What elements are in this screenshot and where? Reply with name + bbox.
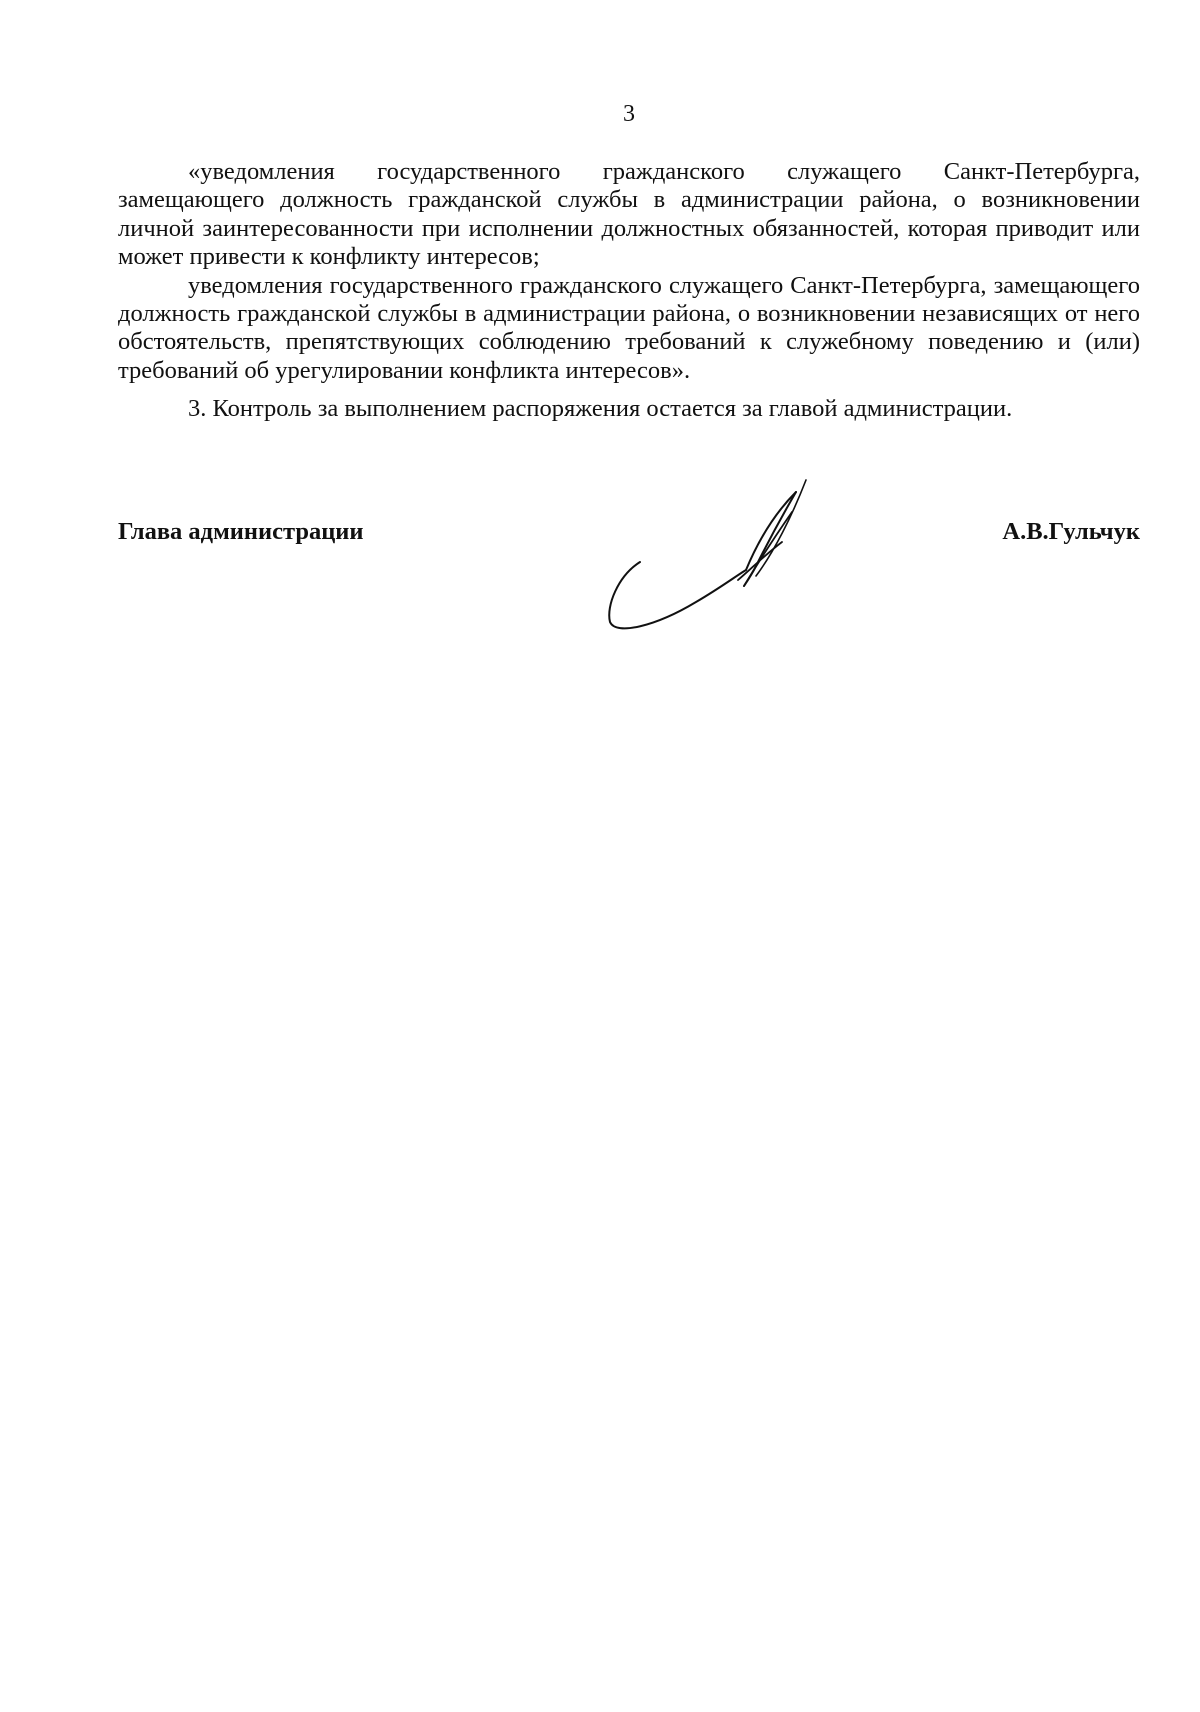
page-number: 3: [623, 101, 635, 127]
handwritten-signature: [596, 476, 828, 636]
signatory-title: Глава администрации: [118, 518, 364, 545]
signatory-name: А.В.Гульчук: [1002, 518, 1140, 545]
document-body: [118, 158, 1140, 424]
paragraph-notification-personal-interest: «уведомления государственного гражданского служащего Санкт-Петербурга, замещающего должность гражданской службы в администрации района, о возникновении личной заинтересованности при исполнении должностных обязанностей, которая приводит или может привести к конфликту интересов;: [118, 158, 1140, 271]
paragraph-notification-independent-circumstances: уведомления государственного гражданского служащего Санкт-Петербурга, замещающего должность гражданской службы в администрации района, о возникновении независящих от него обстоятельств, препятствующих соблюдению требований к служебному поведению и (или) требований об урегулировании конфликта интересов».: [118, 271, 1140, 384]
paragraph-point-3: 3. Контроль за выполнением распоряжения остается за главой администрации.: [188, 395, 1013, 423]
